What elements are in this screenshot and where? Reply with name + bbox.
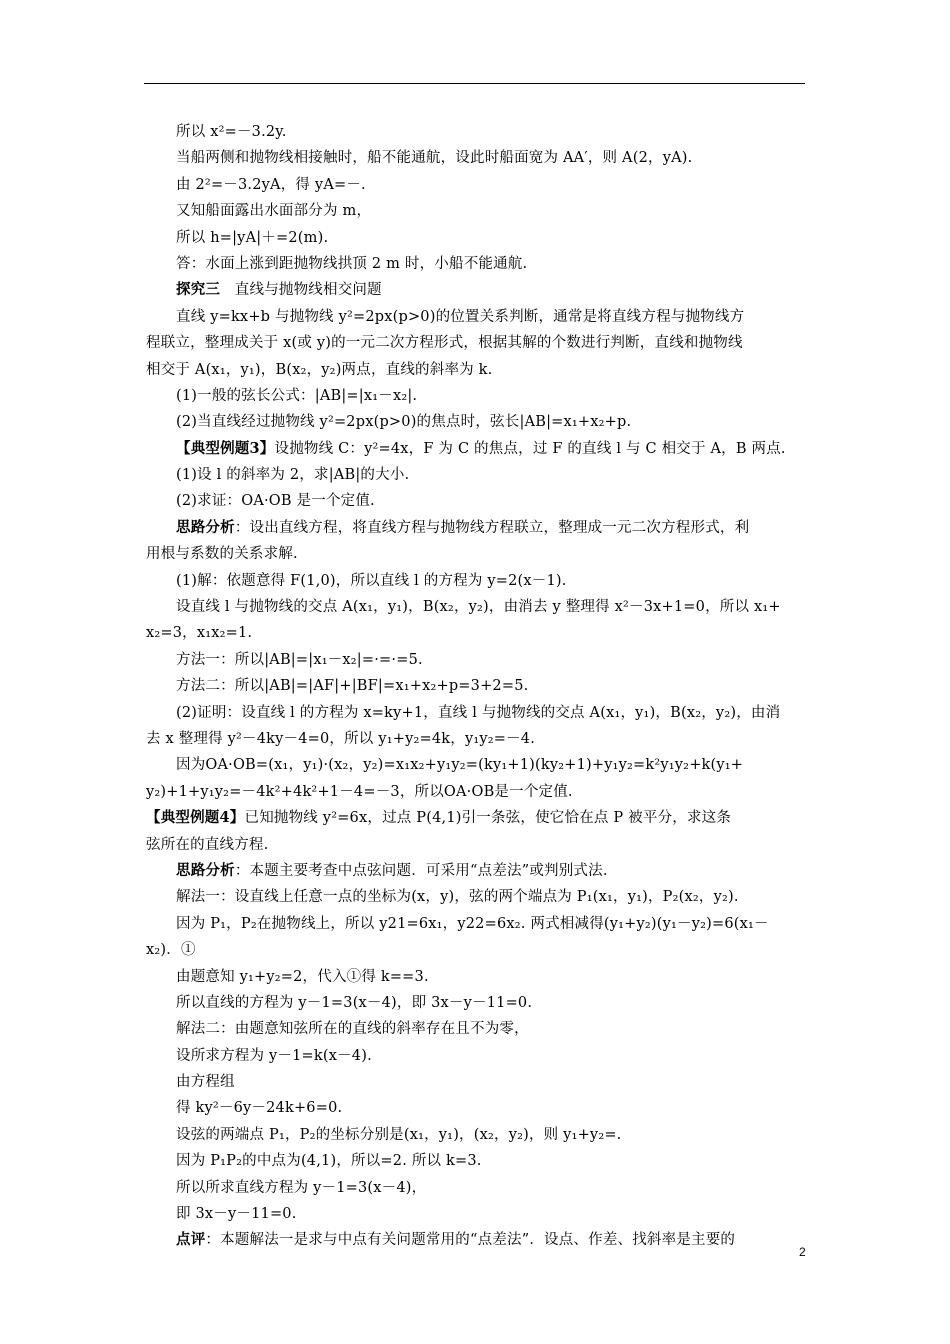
line-text: 当船两侧和抛物线相接触时，船不能通航，设此时船面宽为 AA′，则 A(2，yA). [176, 150, 693, 167]
line-label: 思路分析 [176, 861, 235, 879]
text-line [146, 620, 808, 646]
text-line [146, 145, 808, 171]
line-text: 弦所在的直线方程. [146, 836, 269, 853]
line-text: 因为 P₁P₂的中点为(4,1)，所以=2. 所以 k=3. [176, 1153, 482, 1170]
line-text: 即 3x－y－11=0. [176, 1206, 297, 1223]
line-text: 因为 P₁，P₂在抛物线上，所以 y21=6x₁，y22=6x₂. 两式相减得(y₁+y₂)(y₁－y₂)=6(x₁－ [176, 915, 769, 932]
text-line [146, 990, 808, 1016]
line-text: ：设出直线方程，将直线方程与抛物线方程联立，整理成一元二次方程形式，利 [234, 519, 750, 536]
text-line [146, 488, 808, 514]
text-line [146, 1069, 808, 1095]
line-label: 【典型例题4】 [146, 809, 245, 827]
line-text: 设所求方程为 y－1=k(x－4). [176, 1047, 372, 1064]
example-heading [146, 805, 808, 831]
line-text: 解法二：由题意知弦所在的直线的斜率存在且不为零， [176, 1021, 529, 1038]
line-text: 直线与抛物线相交问题 [220, 282, 382, 299]
line-text: 答：水面上涨到距抛物线拱顶 2 m 时，小船不能通航. [176, 255, 528, 272]
line-label: 【典型例题3】 [176, 439, 275, 457]
line-text: 解法一：设直线上任意一点的坐标为(x，y)，弦的两个端点为 P₁(x₁，y₁)，P₂(x₂，y₂). [176, 889, 739, 906]
line-text: 相交于 A(x₁，y₁)，B(x₂，y₂)两点，直线的斜率为 k. [146, 361, 493, 378]
line-text: 方法一：所以|AB|=|x₁－x₂|=·=·=5. [176, 651, 423, 668]
text-line [146, 884, 808, 910]
line-text: (2)求证：OA·OB 是一个定值. [176, 493, 375, 510]
text-line [146, 1016, 808, 1042]
text-line [146, 832, 808, 858]
comment-heading [146, 1227, 808, 1253]
line-text: 用根与系数的关系求解. [146, 546, 298, 563]
text-line [146, 330, 808, 356]
line-text: 所以直线的方程为 y－1=3(x－4)，即 3x－y－11=0. [176, 994, 533, 1011]
analysis-heading [146, 515, 808, 541]
line-text: 又知船面露出水面部分为 m， [176, 203, 372, 220]
section-heading [146, 277, 808, 303]
text-line [146, 752, 808, 778]
text-line [146, 541, 808, 567]
analysis-heading [146, 858, 808, 884]
line-text: 由题意知 y₁+y₂=2，代入①得 k==3. [176, 968, 429, 985]
text-line [146, 383, 808, 409]
text-line [146, 1148, 808, 1174]
line-text: y₂)+1+y₁y₂=－4k²+4k²+1－4=－3，所以OA·OB是一个定值. [146, 783, 573, 800]
line-label: 点评 [176, 1231, 206, 1249]
line-text: 程联立，整理成关于 x(或 y)的一元二次方程形式，根据其解的个数进行判断，直线和抛物线 [146, 335, 743, 352]
line-text: (2)证明：设直线 l 的方程为 x=ky+1，直线 l 与抛物线的交点 A(x₁，y₁)，B(x₂，y₂)，由消 [176, 704, 781, 721]
text-line [146, 911, 808, 937]
line-label: 思路分析 [176, 518, 235, 536]
line-text: (1)解：依题意得 F(1,0)，所以直线 l 的方程为 y=2(x－1). [176, 572, 567, 589]
line-text: 所以 x²=－3.2y. [176, 124, 287, 140]
text-line [146, 1043, 808, 1069]
text-line [146, 726, 808, 752]
line-text: 得 ky²－6y－24k+6=0. [176, 1100, 343, 1117]
text-line [146, 964, 808, 990]
text-line [146, 647, 808, 673]
line-text: 设直线 l 与抛物线的交点 A(x₁，y₁)，B(x₂，y₂)，由消去 y 整理得 x²－3x+1=0，所以 x₁+ [176, 599, 781, 616]
text-line [146, 198, 808, 224]
line-text: 由方程组 [176, 1074, 235, 1091]
document-body [146, 119, 808, 1254]
text-line [146, 779, 808, 805]
line-text: 去 x 整理得 y²－4ky－4=0，所以 y₁+y₂=4k，y₁y₂=－4. [146, 730, 536, 747]
text-line [146, 357, 808, 383]
line-label: 探究三 [176, 281, 221, 299]
text-line [146, 1175, 808, 1201]
example-heading [146, 436, 808, 462]
line-text: x₂=3，x₁x₂=1. [146, 625, 253, 642]
line-text: 设抛物线 C：y²=4x，F 为 C 的焦点，过 F 的直线 l 与 C 相交于 A，B 两点. [274, 440, 786, 457]
header-rule [144, 83, 805, 84]
line-text: 因为OA·OB=(x₁，y₁)·(x₂，y₂)=x₁x₂+y₁y₂=(ky₁+1)(ky₂+1)+y₁y₂=k²y₁y₂+k(y₁+ [176, 757, 744, 774]
text-line [146, 1095, 808, 1121]
text-line [146, 937, 808, 963]
text-line [146, 251, 808, 277]
page-number: 2 [799, 1245, 806, 1259]
line-text: ：本题主要考查中点弦问题．可采用“点差法”或判别式法. [234, 862, 608, 879]
text-line [146, 594, 808, 620]
line-text: 所以所求直线方程为 y－1=3(x－4)， [176, 1179, 427, 1196]
text-line [146, 568, 808, 594]
text-line [146, 172, 808, 198]
line-text: 直线 y=kx+b 与抛物线 y²=2px(p>0)的位置关系判断，通常是将直线方程与抛物线方 [176, 308, 745, 325]
line-text: 方法二：所以|AB|=|AF|+|BF|=x₁+x₂+p=3+2=5. [176, 678, 529, 695]
text-line [146, 119, 808, 145]
line-text: 已知抛物线 y²=6x，过点 P(4,1)引一条弦，使它恰在点 P 被平分，求这条 [244, 810, 732, 827]
line-text: (1)设 l 的斜率为 2，求|AB|的大小. [176, 467, 410, 484]
text-line [146, 225, 808, 251]
line-text: (2)当直线经过抛物线 y²=2px(p>0)的焦点时，弦长|AB|=x₁+x₂+p. [176, 414, 632, 431]
line-text: x₂)．① [146, 942, 196, 959]
line-text: 所以 h=|yA|＋=2(m). [176, 229, 329, 246]
text-line [146, 1201, 808, 1227]
line-text: ：本题解法一是求与中点有关问题常用的“点差法”．设点、作差、找斜率是主要的 [205, 1232, 736, 1249]
line-text: 设弦的两端点 P₁，P₂的坐标分别是(x₁，y₁)，(x₂，y₂)，则 y₁+y₂=. [176, 1126, 622, 1143]
text-line [146, 673, 808, 699]
text-line [146, 462, 808, 488]
text-line [146, 1122, 808, 1148]
text-line [146, 700, 808, 726]
text-line [146, 409, 808, 435]
line-text: 由 2²=－3.2yA，得 yA=－. [176, 176, 366, 193]
line-text: (1)一般的弦长公式：|AB|=|x₁－x₂|. [176, 387, 418, 404]
text-line [146, 304, 808, 330]
